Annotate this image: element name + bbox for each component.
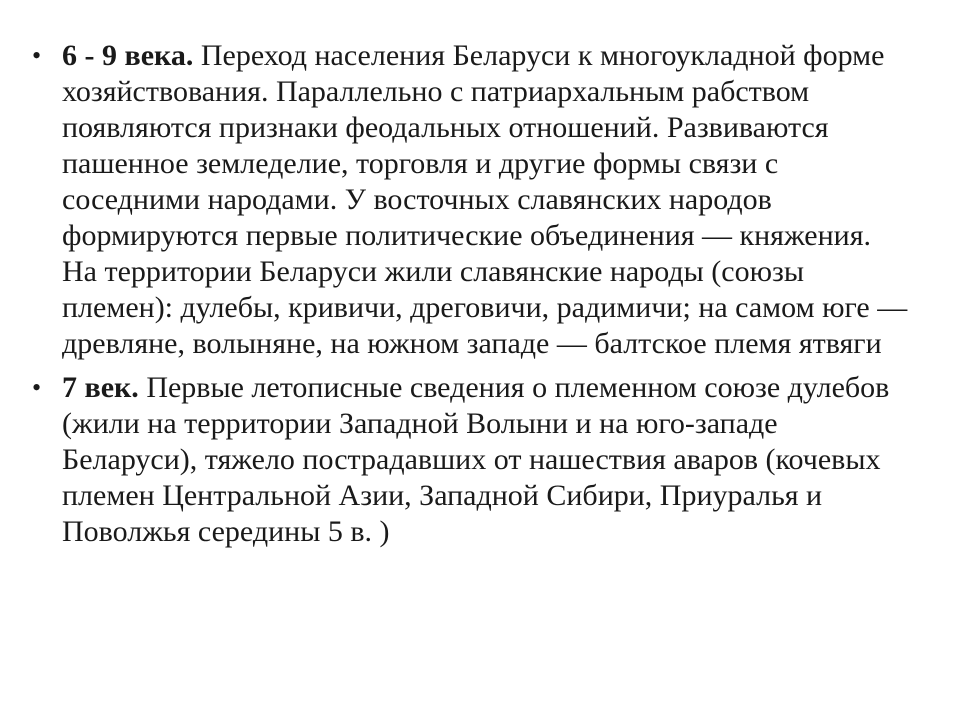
bullet-title: 6 - 9 века. [62,39,194,72]
bullet-marker: • [32,373,42,402]
bullet-text: Первые летописные сведения о племенном союзе дулебов (жили на территории Западной Волыни и на юго-западе Беларуси), тяжело пострадавших от нашествия аваров (кочевых племен Центральной Азии, Западной Сибири, Приуралья и Поволжья середины 5 в. ) [62,371,890,548]
bullet-text: Переход населения Беларуси к многоукладной форме хозяйствования. Параллельно с патриархальным рабством появляются признаки феодальных отношений. Развиваются пашенное земледелие, торговля и другие формы связи с соседними народами. У восточных славянских народов формируются первые политические объединения — княжения. На территории Беларуси жили славянские народы (союзы племен): дулебы, кривичи, дреговичи, радимичи; на самом юге — древляне, волыняне, на южном западе — балтское племя ятвяги [62,39,908,360]
bullet-title: 7 век. [62,371,139,404]
bullet-list [30,38,910,550]
bullet-item-6-9-century [30,38,910,362]
bullet-item-7-century [30,370,910,550]
bullet-marker: • [32,41,42,70]
